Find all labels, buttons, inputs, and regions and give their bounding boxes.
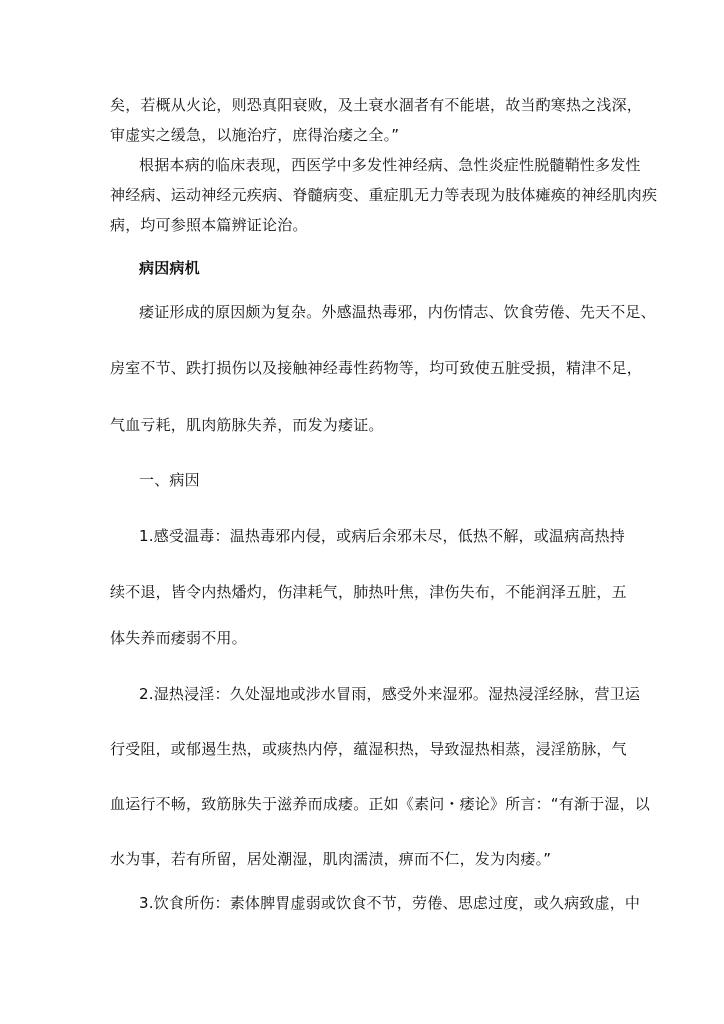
text-line: 血运行不畅，致筋脉失于滋养而成痿。正如《素问・痿论》所言：“有渐于湿，以 bbox=[110, 795, 650, 813]
subsection-heading: 一、病因 bbox=[139, 471, 200, 489]
text-line: 痿证形成的原因颇为复杂。外感温热毒邪，内伤情志、饮食劳倦、先天不足、 bbox=[139, 303, 656, 321]
text-line: 根据本病的临床表现，西医学中多发性神经病、急性炎症性脱髓鞘性多发性 bbox=[139, 156, 641, 174]
text-line: 审虚实之缓急，以施治疗，庶得治痿之全。” bbox=[110, 126, 400, 144]
text-line: 矣，若概从火论，则恐真阳衰败，及土衰水涸者有不能堪，故当酌寒热之浅深， bbox=[110, 96, 643, 114]
text-line: 神经病、运动神经元疾病、脊髓病变、重症肌无力等表现为肢体瘫痪的神经肌肉疾 bbox=[110, 186, 658, 204]
text-line: 2.湿热浸淫：久处湿地或涉水冒雨，感受外来湿邪。湿热浸淫经脉，营卫运 bbox=[139, 685, 641, 703]
text-line: 续不退，皆令内热燔灼，伤津耗气，肺热叶焦，津伤失布，不能润泽五脏，五 bbox=[110, 583, 627, 601]
text-line: 体失养而痿弱不用。 bbox=[110, 629, 247, 647]
text-line: 房室不节、跌打损伤以及接触神经毒性药物等，均可致使五脏受损，精津不足， bbox=[110, 359, 643, 377]
text-line: 水为事，若有所留，居处潮湿，肌肉濡渍，痹而不仁，发为肉痿。” bbox=[110, 850, 552, 868]
text-line: 病，均可参照本篇辨证论治。 bbox=[110, 216, 308, 234]
text-line: 行受阻，或郁遏生热，或痰热内停，蕴湿积热，导致湿热相蒸，浸淫筋脉，气 bbox=[110, 740, 627, 758]
text-line: 1.感受温毒：温热毒邪内侵，或病后余邪未尽，低热不解，或温病高热持 bbox=[139, 527, 625, 545]
text-line: 3.饮食所伤：素体脾胃虚弱或饮食不节，劳倦、思虑过度，或久病致虚，中 bbox=[139, 894, 641, 912]
section-heading: 病因病机 bbox=[139, 259, 200, 277]
text-line: 气血亏耗，肌肉筋脉失养，而发为痿证。 bbox=[110, 416, 384, 434]
